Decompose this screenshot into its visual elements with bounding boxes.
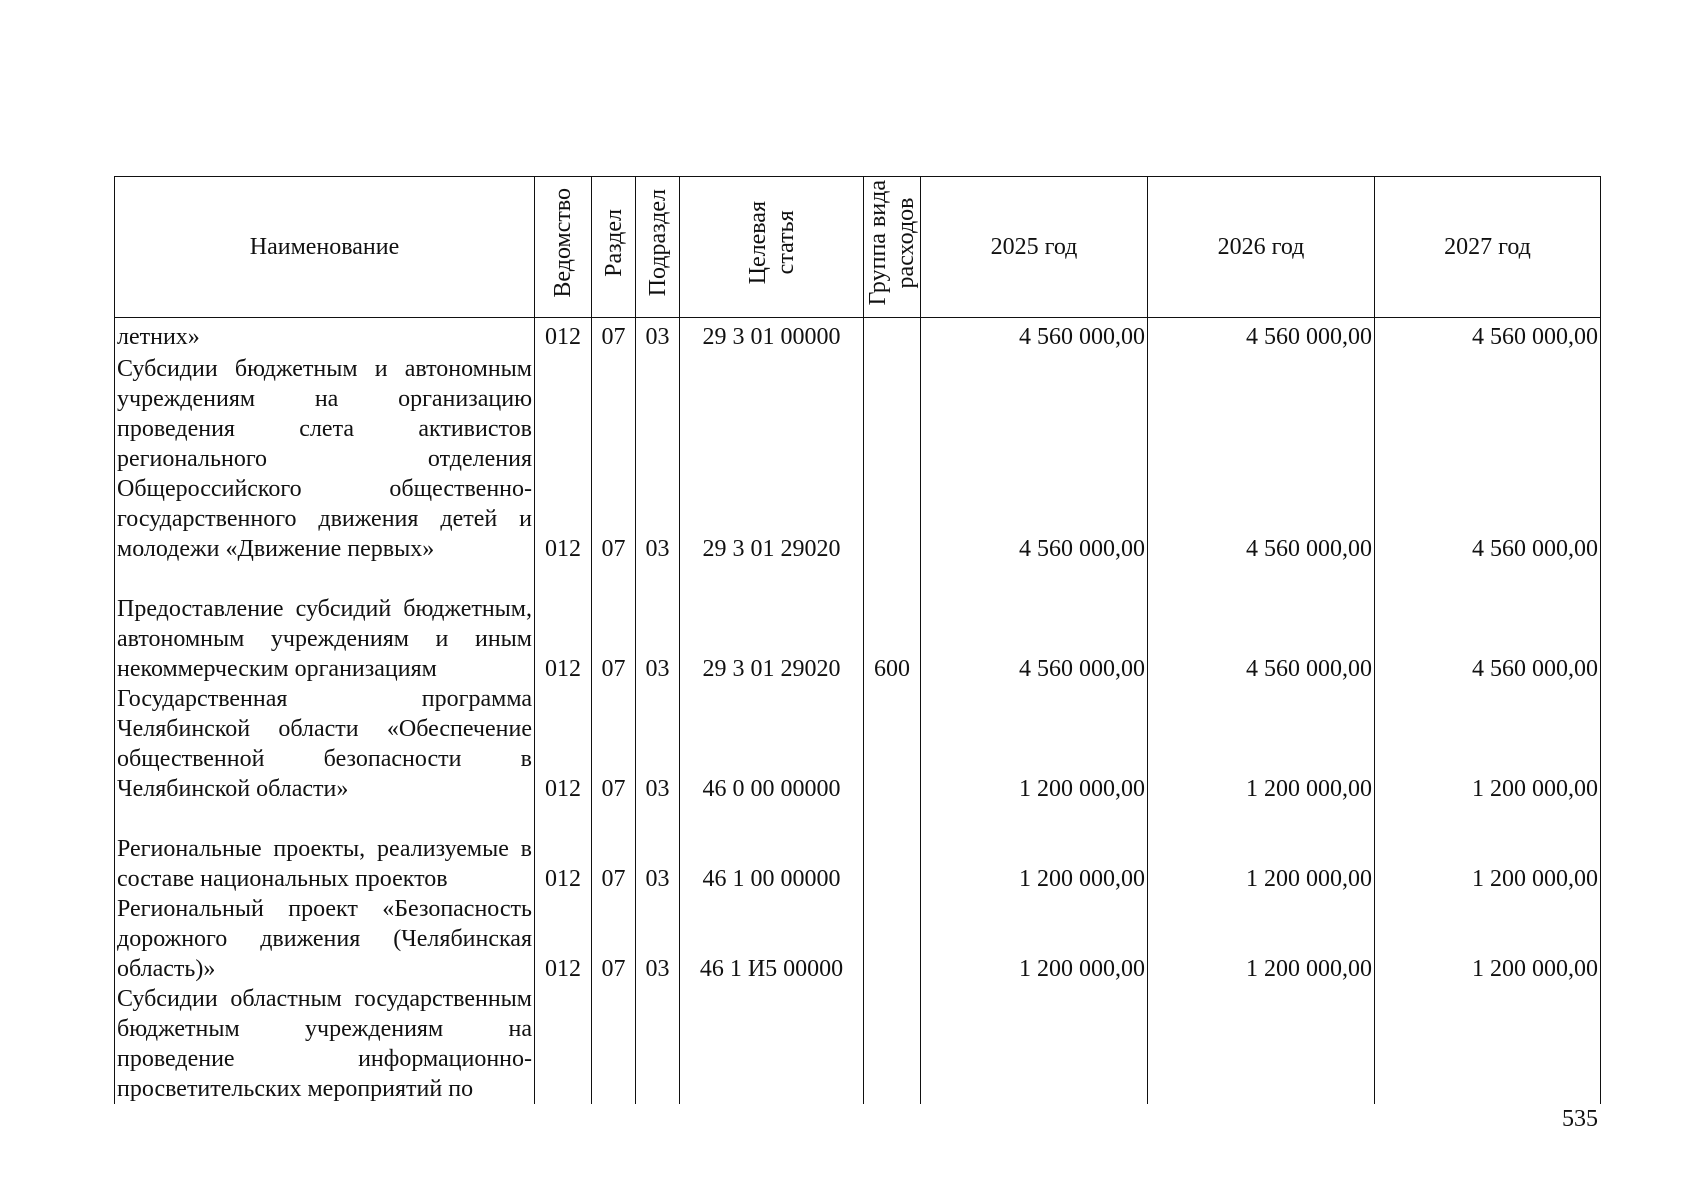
cell-section: 07: [592, 564, 636, 684]
table-row: [115, 564, 1601, 684]
cell-target: 29 3 01 00000: [680, 318, 864, 352]
cell-subsection: 03: [636, 352, 680, 564]
cell-target: [680, 984, 864, 1104]
cell-subsection: [636, 984, 680, 1104]
header-target-line2: статья: [772, 211, 799, 275]
header-subsection: [636, 177, 680, 318]
header-name: Наименование: [115, 177, 535, 318]
cell-name: Региональные проекты, реализуемые в составе национальных проектов: [115, 804, 535, 894]
cell-section: 07: [592, 894, 636, 984]
cell-department: 012: [535, 894, 592, 984]
cell-target: 46 1 00 00000: [680, 804, 864, 894]
page-number: 535: [1562, 1106, 1598, 1132]
cell-target: 46 0 00 00000: [680, 684, 864, 804]
cell-section: 07: [592, 318, 636, 352]
cell-year-2027: 4 560 000,00: [1375, 564, 1601, 684]
header-year-2027: 2027 год: [1375, 177, 1601, 318]
cell-year-2027: 4 560 000,00: [1375, 352, 1601, 564]
table-row: [115, 684, 1601, 804]
table-row: [115, 804, 1601, 894]
header-department-label: Ведомство: [550, 188, 576, 298]
header-target-label: [744, 201, 800, 284]
cell-target: 29 3 01 29020: [680, 352, 864, 564]
cell-subsection: 03: [636, 804, 680, 894]
cell-year-2025: 1 200 000,00: [921, 894, 1148, 984]
cell-year-2025: [921, 984, 1148, 1104]
cell-name: Субсидии бюджетным и автономным учреждениям на организацию проведения слета активистов регионального отделения Общероссийского общественно-государственного движения детей и молодежи «Движение первых»: [115, 352, 535, 564]
cell-year-2027: 4 560 000,00: [1375, 318, 1601, 352]
table-row: [115, 894, 1601, 984]
cell-department: 012: [535, 352, 592, 564]
cell-year-2026: 1 200 000,00: [1148, 684, 1375, 804]
cell-department: 012: [535, 804, 592, 894]
header-group-label: [864, 180, 920, 305]
cell-year-2025: 1 200 000,00: [921, 804, 1148, 894]
cell-subsection: 03: [636, 894, 680, 984]
cell-group: [864, 894, 921, 984]
cell-department: 012: [535, 564, 592, 684]
cell-section: [592, 984, 636, 1104]
cell-section: 07: [592, 684, 636, 804]
cell-year-2025: 4 560 000,00: [921, 564, 1148, 684]
cell-department: 012: [535, 318, 592, 352]
table-header-row: [115, 177, 1601, 318]
table-row: [115, 352, 1601, 564]
cell-subsection: 03: [636, 684, 680, 804]
table-row: [115, 984, 1601, 1104]
header-group-line1: Группа вида: [865, 180, 891, 306]
header-subsection-label: Подраздел: [644, 189, 671, 297]
cell-group: [864, 804, 921, 894]
budget-table: [114, 176, 1601, 1104]
cell-year-2026: 1 200 000,00: [1148, 804, 1375, 894]
table-body: [115, 318, 1601, 1104]
cell-name: Региональный проект «Безопасность дорожного движения (Челябинская область)»: [115, 894, 535, 984]
header-year-2025: 2025 год: [921, 177, 1148, 318]
cell-year-2026: 4 560 000,00: [1148, 352, 1375, 564]
header-section-label: Раздел: [600, 209, 627, 277]
cell-section: 07: [592, 804, 636, 894]
table-row: [115, 318, 1601, 352]
header-target: [680, 177, 864, 318]
cell-target: 46 1 И5 00000: [680, 894, 864, 984]
cell-subsection: 03: [636, 318, 680, 352]
cell-year-2027: [1375, 984, 1601, 1104]
cell-group: [864, 352, 921, 564]
cell-year-2025: 1 200 000,00: [921, 684, 1148, 804]
cell-year-2026: 1 200 000,00: [1148, 894, 1375, 984]
cell-year-2027: 1 200 000,00: [1375, 804, 1601, 894]
header-year-2026: 2026 год: [1148, 177, 1375, 318]
header-target-line1: Целевая: [744, 201, 771, 285]
cell-target: 29 3 01 29020: [680, 564, 864, 684]
cell-year-2027: 1 200 000,00: [1375, 684, 1601, 804]
header-section: [592, 177, 636, 318]
cell-name: Предоставление субсидий бюджетным, автономным учреждениям и иным некоммерческим организациям: [115, 564, 535, 684]
cell-department: [535, 984, 592, 1104]
cell-group: [864, 684, 921, 804]
cell-year-2026: [1148, 984, 1375, 1104]
cell-name: Субсидии областным государственным бюджетным учреждениям на проведение информационно-просветительских мероприятий по: [115, 984, 535, 1104]
cell-year-2027: 1 200 000,00: [1375, 894, 1601, 984]
cell-section: 07: [592, 352, 636, 564]
header-department: [535, 177, 592, 318]
cell-group: [864, 984, 921, 1104]
cell-year-2025: 4 560 000,00: [921, 318, 1148, 352]
cell-subsection: 03: [636, 564, 680, 684]
cell-name: Государственная программа Челябинской области «Обеспечение общественной безопасности в Челябинской области»: [115, 684, 535, 804]
cell-group: [864, 318, 921, 352]
cell-department: 012: [535, 684, 592, 804]
cell-name: летних»: [115, 318, 535, 352]
cell-year-2025: 4 560 000,00: [921, 352, 1148, 564]
header-group-line2: расходов: [893, 197, 919, 289]
cell-year-2026: 4 560 000,00: [1148, 318, 1375, 352]
header-group: [864, 177, 921, 318]
cell-year-2026: 4 560 000,00: [1148, 564, 1375, 684]
cell-group: 600: [864, 564, 921, 684]
